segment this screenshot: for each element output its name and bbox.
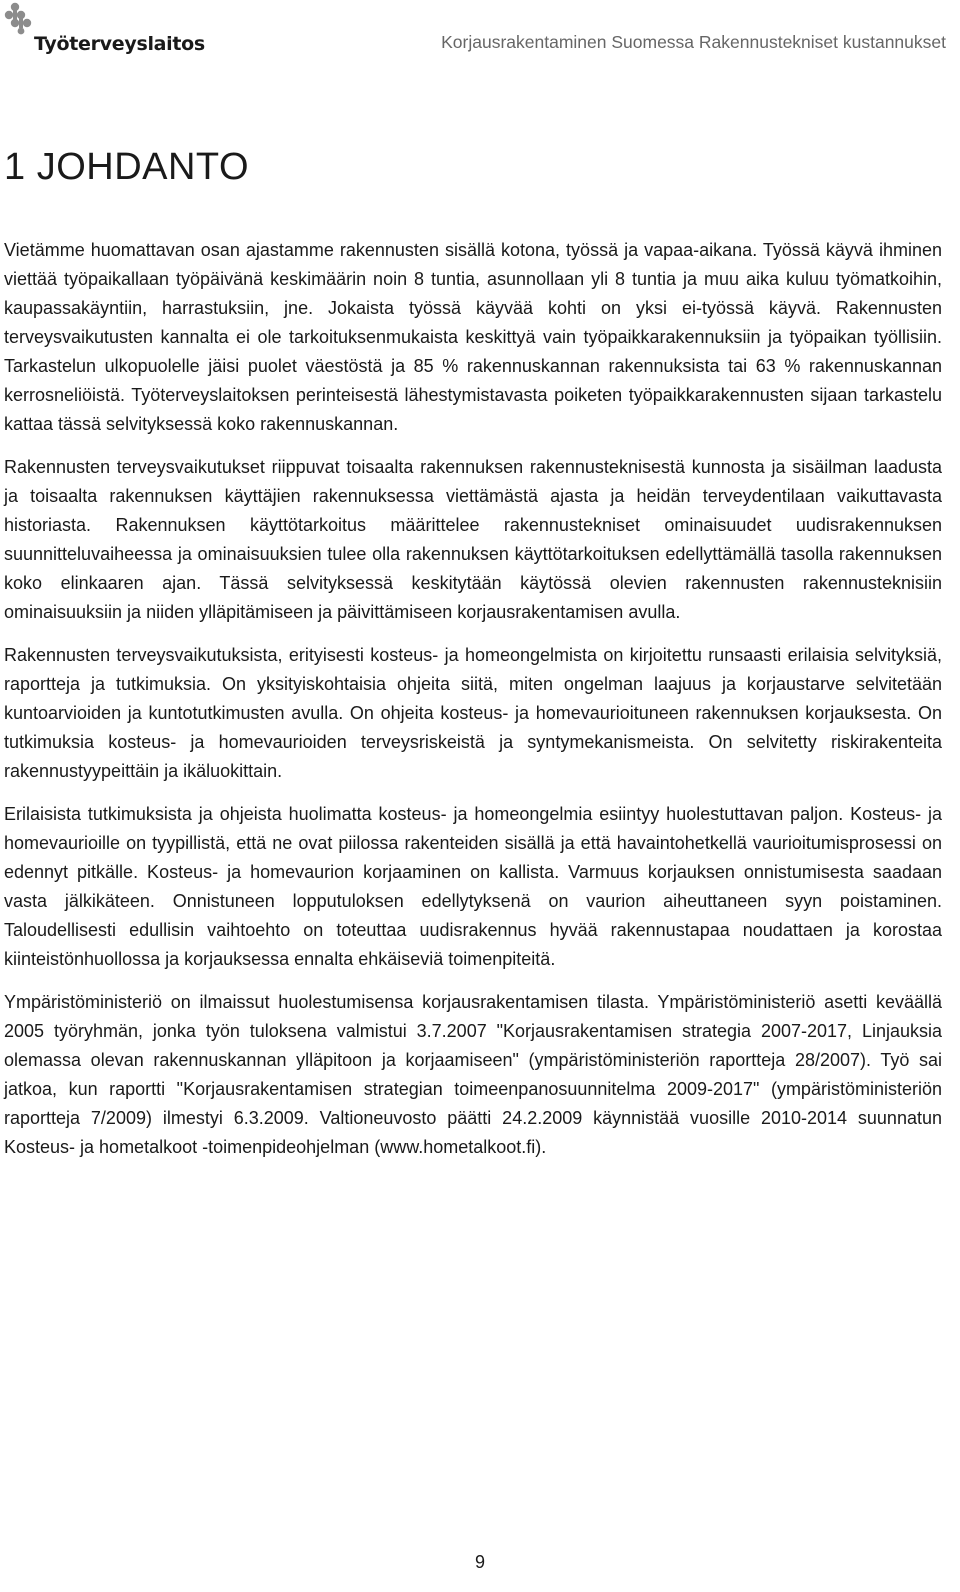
paragraph-2: Rakennusten terveysvaikutukset riippuvat toisaalta rakennuksen rakennusteknisestä kunnosta ja sisäilman laadusta ja toisaalta rakennuksen käyttäjien rakennuksessa viettämästä ajasta ja heidän terveydentilaan vaikuttavasta historiasta. Rakennuksen käyttötarkoitus määrittelee rakennustekniset ominaisuudet uudisrakennuksen suunnitteluvaiheessa ja ominaisuuksien tulee olla rakennuksen käyttötarkoituksen edellyttämällä tasolla rakennuksen koko elinkaaren ajan. Tässä selvityksessä keskitytään käytössä olevien rakennusten rakennusteknisiin ominaisuuksiin ja niiden ylläpitämiseen ja päivittämiseen korjausrakentamisen avulla. <box>4 457 942 622</box>
page-number: 9 <box>474 1552 485 1572</box>
paragraph-1: Vietämme huomattavan osan ajastamme rakennusten sisällä kotona, työssä ja vapaa-aikana. Työssä käyvä ihminen viettää työpaikallaan työpäivänä keskimäärin noin 8 tuntia, asunnollaan yli 8 tuntia ja muu aika kuluu työmatkoihin, kaupassakäyntiin, harrastuksiin, jne. Jokaista työssä käyvää kohti on yksi ei-työssä käyvä. Rakennusten terveysvaikutusten kannalta ei ole tarkoituksenmukaista keskittyä vain työpaikkarakennuksiin ja työpaikan työllisiin. Tarkastelun ulkopuolelle jäisi puolet väestöstä ja 85 % rakennuskannan rakennuksista tai 63 % rakennuskannan kerrosneliöistä. Työterveyslaitoksen perinteisestä lähestymistavasta poiketen työpaikkarakennusten sijaan tarkastelu kattaa tässä selvityksessä koko rakennuskannan. <box>4 240 942 434</box>
paragraph-5: Ympäristöministeriö on ilmaissut huolestumisensa korjausrakentamisen tilasta. Ympäristöministeriö asetti keväällä 2005 työryhmän, jonka työn tuloksena valmistui 3.7.2007 "Korjausrakentamisen strategia 2007-2017, Linjauksia olemassa olevan rakennuskannan ylläpitoon ja korjaamiseen" (ympäristöministeriön raportteja 28/2007). Työ sai jatkoa, kun raportti "Korjausrakentamisen strategian toimeenpanosuunnitelma 2009-2017" (ympäristöministeriön raportteja 7/2009) ilmestyi 6.3.2009. Valtioneuvosto päätti 24.2.2009 käynnistää vuosille 2010-2014 suunnatun Kosteus- ja hometalkoot -toimenpideohjelman (www.hometalkoot.fi). <box>4 992 942 1157</box>
paragraph-4: Erilaisista tutkimuksista ja ohjeista huolimatta kosteus- ja homeongelmia esiintyy huolestuttavan paljon. Kosteus- ja homevaurioille on tyypillistä, että ne ovat piilossa rakenteiden sisällä ja että havaintohetkellä vaurioitumisprosessi on edennyt pitkälle. Kosteus- ja homevaurion korjaaminen on kallista. Varmuus korjauksen onnistumisesta saadaan vasta jälkikäteen. Onnistuneen lopputuloksen edellytyksenä on vaurion aiheuttaneen syyn poistaminen. Taloudellisesti edullisin vaihtoehto on toteuttaa uudisrakennus hyvää rakennustapaa noudattaen ja korostaa kiinteistönhuollossa ja korjauksessa ennalta ehkäiseviä toimenpiteitä. <box>4 804 942 969</box>
running-title: Korjausrakentaminen Suomessa Rakennustekniset kustannukset <box>441 32 946 52</box>
paragraph-3: Rakennusten terveysvaikutuksista, erityisesti kosteus- ja homeongelmista on kirjoitettu runsaasti erilaisia selvityksiä, raportteja ja tutkimuksia. On yksityiskohtaisia ohjeita siitä, miten ongelman laajuus ja korjaustarve selvitetään kuntoarvioiden ja kuntotutkimusten avulla. On ohjeita kosteus- ja homevaurioituneen rakennuksen korjauksesta. On tutkimuksia kosteus- ja homevaurioiden terveysriskeistä ja syntymekanismeista. On selvitetty riskirakenteita rakennustyypeittäin ja ikäluokittain. <box>4 645 942 781</box>
tyoterveyslaitos-logo-icon <box>4 2 38 42</box>
logo-text: Työterveyslaitos <box>34 33 205 55</box>
page-header <box>0 0 960 70</box>
body-text <box>4 236 942 1176</box>
chapter-title: 1 JOHDANTO <box>4 146 250 188</box>
logo <box>4 2 205 60</box>
